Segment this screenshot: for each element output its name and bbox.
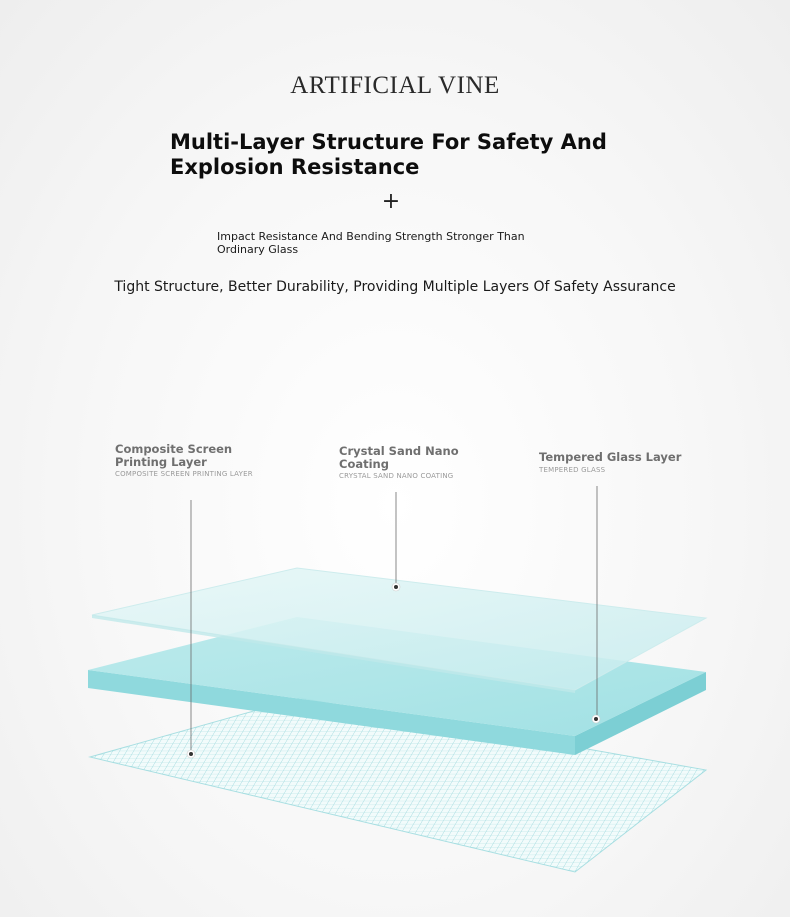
headline: Multi-Layer Structure For Safety And Explosion Resistance (170, 130, 607, 179)
layer-caption: COMPOSITE SCREEN PRINTING LAYER (115, 470, 253, 478)
layer-caption: TEMPERED GLASS (539, 465, 606, 474)
brand-title: ARTIFICIAL VINE (290, 72, 500, 99)
layer-name: Crystal Sand Nano Coating (339, 444, 459, 471)
tagline: Tight Structure, Better Durability, Providing Multiple Layers Of Safety Assurance (114, 279, 676, 295)
plus-icon: + (381, 189, 401, 214)
marker-dot-nano-core (394, 585, 398, 589)
marker-dot-tempered-core (594, 717, 598, 721)
subheading: Impact Resistance And Bending Strength Stronger Than Ordinary Glass (217, 230, 525, 256)
layer-caption: CRYSTAL SAND NANO COATING (339, 472, 454, 480)
layer-name: Tempered Glass Layer (539, 450, 682, 464)
layer-name: Composite Screen Printing Layer (115, 442, 233, 469)
marker-dot-composite-core (189, 752, 193, 756)
